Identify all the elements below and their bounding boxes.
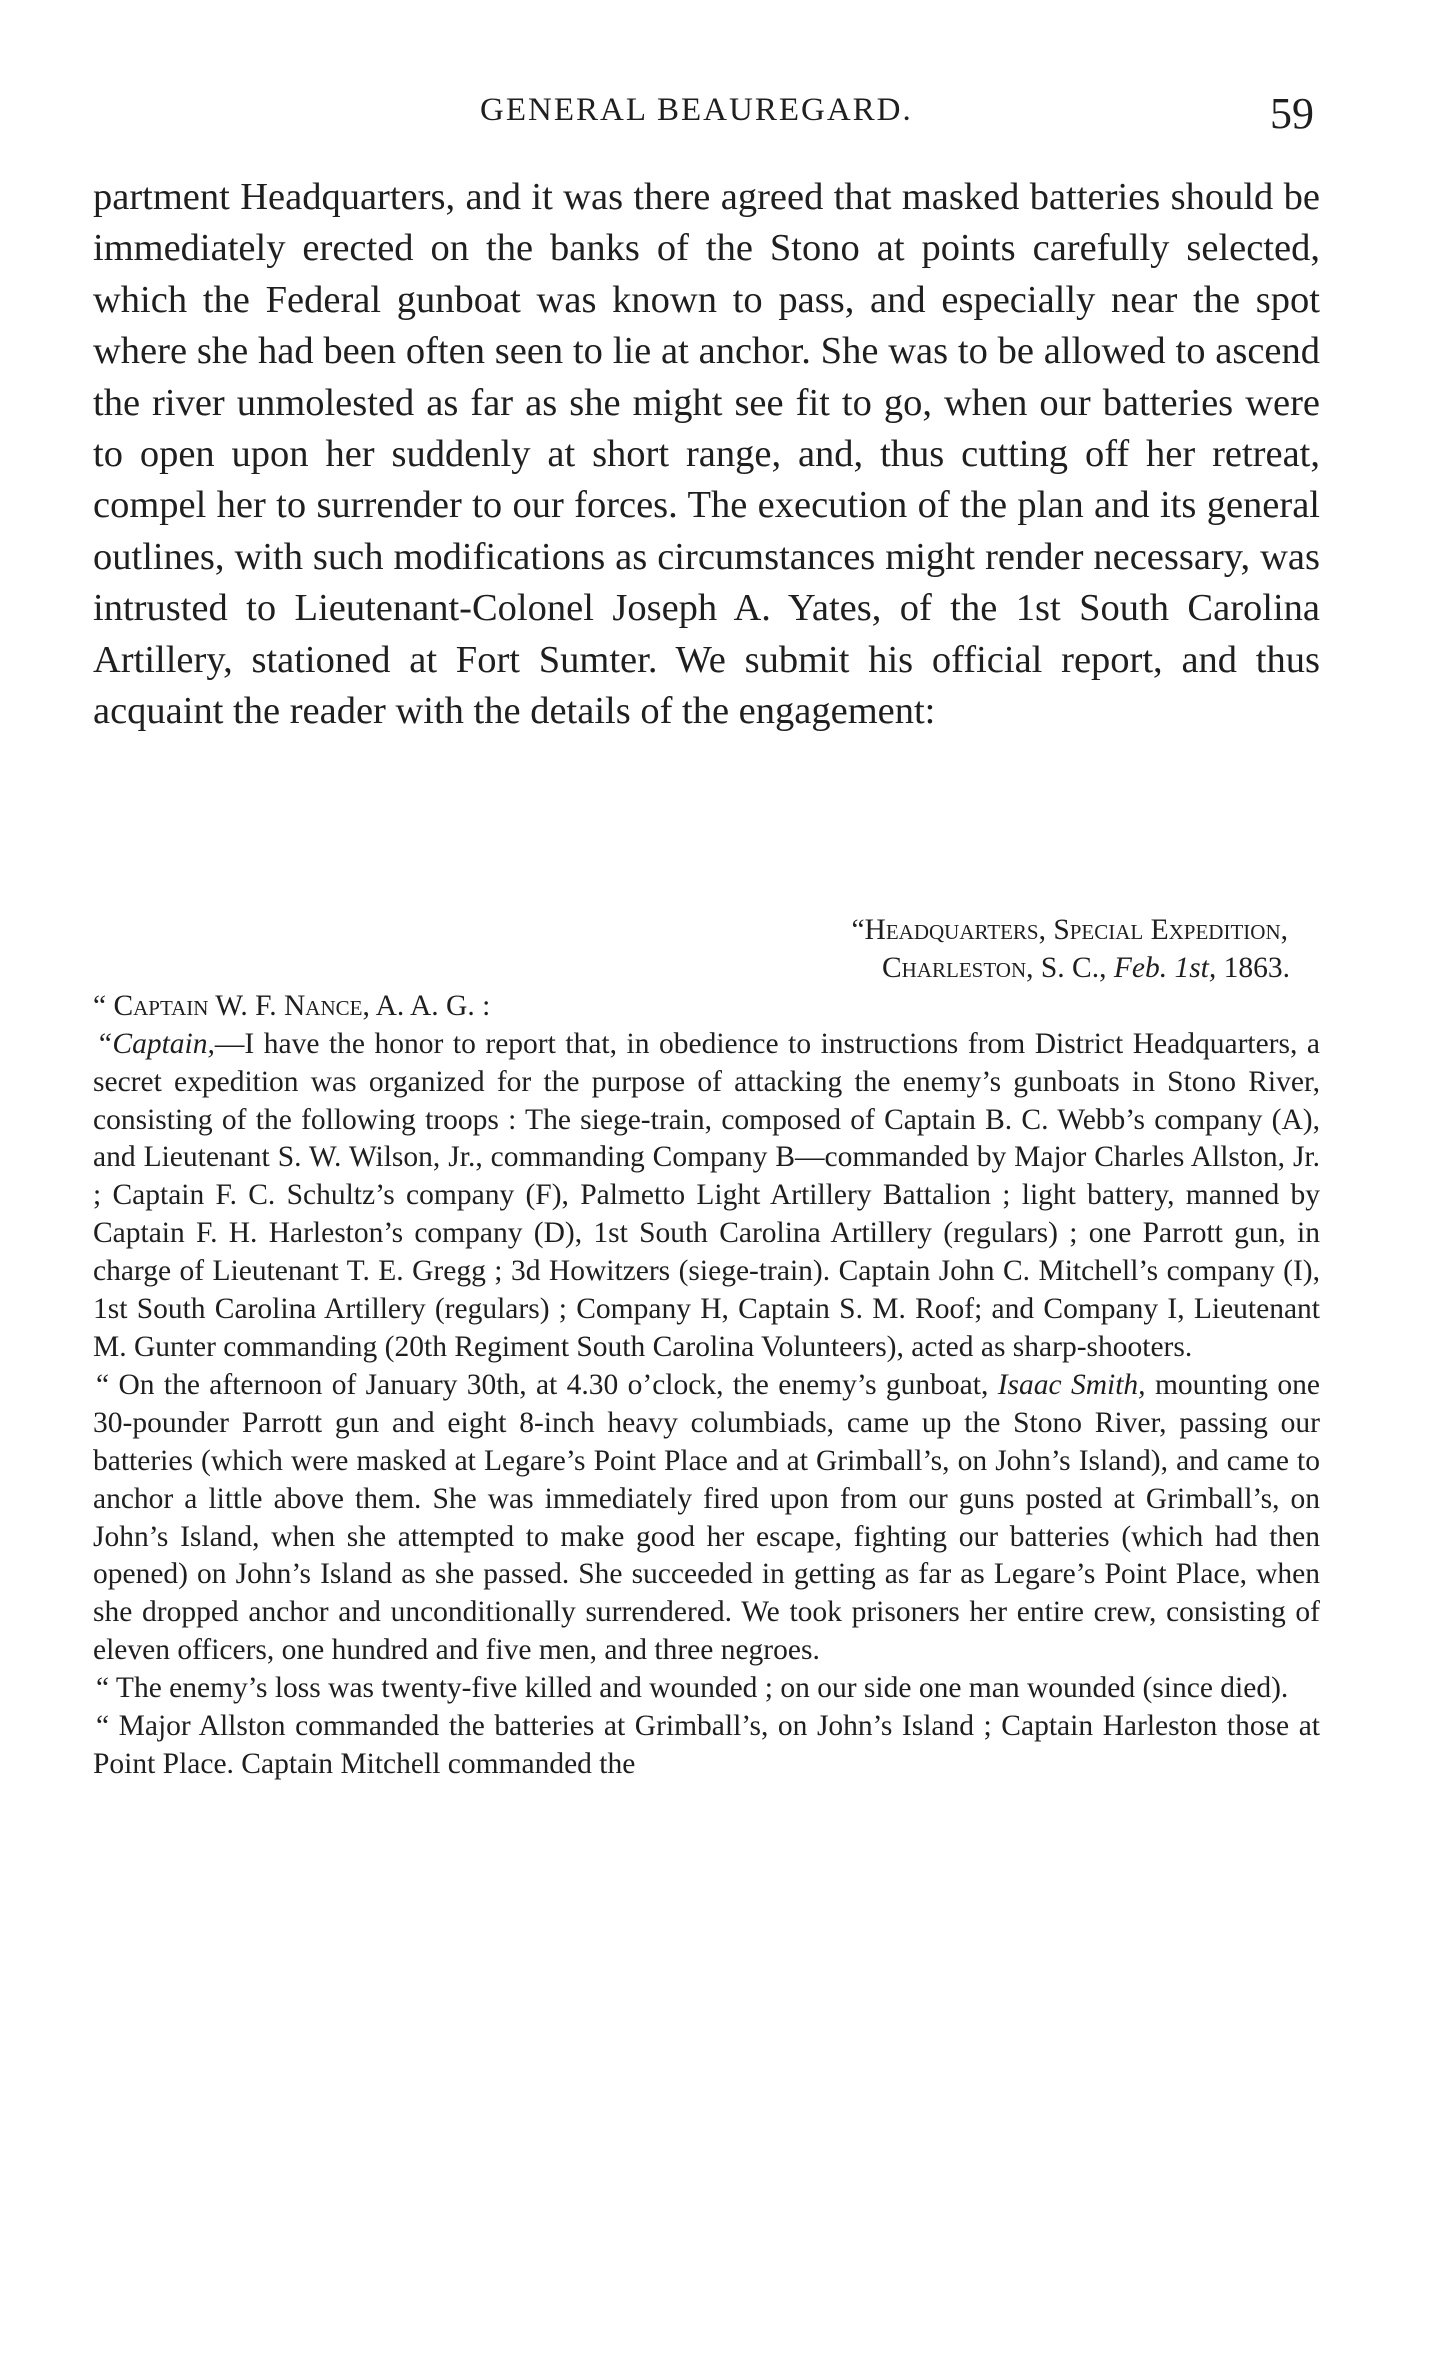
running-title: GENERAL BEAUREGARD. (480, 92, 913, 128)
report-place: Charleston, S. C., (881, 951, 1107, 984)
page-number: 59 (1270, 89, 1314, 138)
report-paragraph-4: “ Major Allston commanded the batteries at Grimball’s, on John’s Island ; Captain Harleston those at Point Place. Captain Mitchell commanded the (93, 1710, 1320, 1780)
report-year: 1863. (1223, 951, 1290, 984)
ship-name: Isaac Smith, (997, 1368, 1146, 1401)
report-paragraph-2 (93, 1367, 1320, 1670)
report-paragraph-3: “ The enemy’s loss was twenty-five killed and wounded ; on our side one man wounded (since died). (96, 1672, 1289, 1705)
report-addressee: “ Captain W. F. Nance, A. A. G. : (93, 989, 491, 1022)
body-paragraph: partment Headquarters, and it was there agreed that masked batteries should be immediately erected on the banks of the Stono at points carefully selected, which the Federal gunboat was known to pass, and especially near the spot where she had been often seen to lie at anchor. She was to be allowed to ascend the river unmolested as far as she might see fit to go, when our batteries were to open upon her suddenly at short range, and, thus cutting off her retreat, compel her to surrender to our forces. The execution of the plan and its general outlines, with such modifications as circumstances might render necessary, was intrusted to Lieutenant-Colonel Joseph A. Yates, of the 1st South Carolina Artillery, stationed at Fort Sumter. We submit his official report, and thus acquaint the reader with the details of the engagement: (93, 176, 1320, 733)
report-paragraph-2-open: “ On the afternoon of January 30th, at 4.30 o’clock, the enemy’s gunboat, (96, 1368, 989, 1401)
report-paragraph-1 (93, 1026, 1320, 1367)
report-heading-line1: “Headquarters, Special Expedition, (851, 914, 1288, 946)
report-heading-line2 (93, 950, 1320, 988)
main-text (93, 172, 1320, 737)
report-paragraph-2-text: mounting one 30-pounder Parrott gun and eight 8-inch heavy columbiads, came up the Stono River, passing our batteries (which were masked at Legare’s Point Place and at Grimball’s, on John’s Island), and came to anchor a little above them. She was immediately fired upon from our guns posted at Grimball’s, on John’s Island, when she attempted to make good her escape, fighting our batteries (which had then opened) on John’s Island as she passed. She succeeded in getting as far as Legare’s Point Place, when she dropped anchor and unconditionally surrendered. We took prisoners her entire crew, consisting of eleven officers, one hundred and five men, and three negroes. (93, 1368, 1320, 1667)
report-date: Feb. 1st, (1113, 951, 1217, 984)
quoted-report (93, 912, 1320, 1784)
page-header (0, 82, 1453, 152)
report-salutation: “Captain, (96, 1027, 215, 1060)
report-paragraph-1-text: —I have the honor to report that, in obedience to instructions from District Headquarters, a secret expedition was organized for the purpose of attacking the enemy’s gunboats in Stono River, consisting of the following troops : The siege-train, composed of Captain B. C. Webb’s company (A), and Lieutenant S. W. Wilson, Jr., commanding Company B—commanded by Major Charles Allston, Jr. ; Captain F. C. Schultz’s company (F), Palmetto Light Artillery Battalion ; light battery, manned by Captain F. H. Harleston’s company (D), 1st South Carolina Artillery (regulars) ; one Parrott gun, in charge of Lieutenant T. E. Gregg ; 3d Howitzers (siege-train). Captain John C. Mitchell’s company (I), 1st South Carolina Artillery (regulars) ; Company H, Captain S. M. Roof; and Company I, Lieutenant M. Gunter commanding (20th Regiment South Carolina Volunteers), acted as sharp-shooters. (93, 1027, 1320, 1363)
